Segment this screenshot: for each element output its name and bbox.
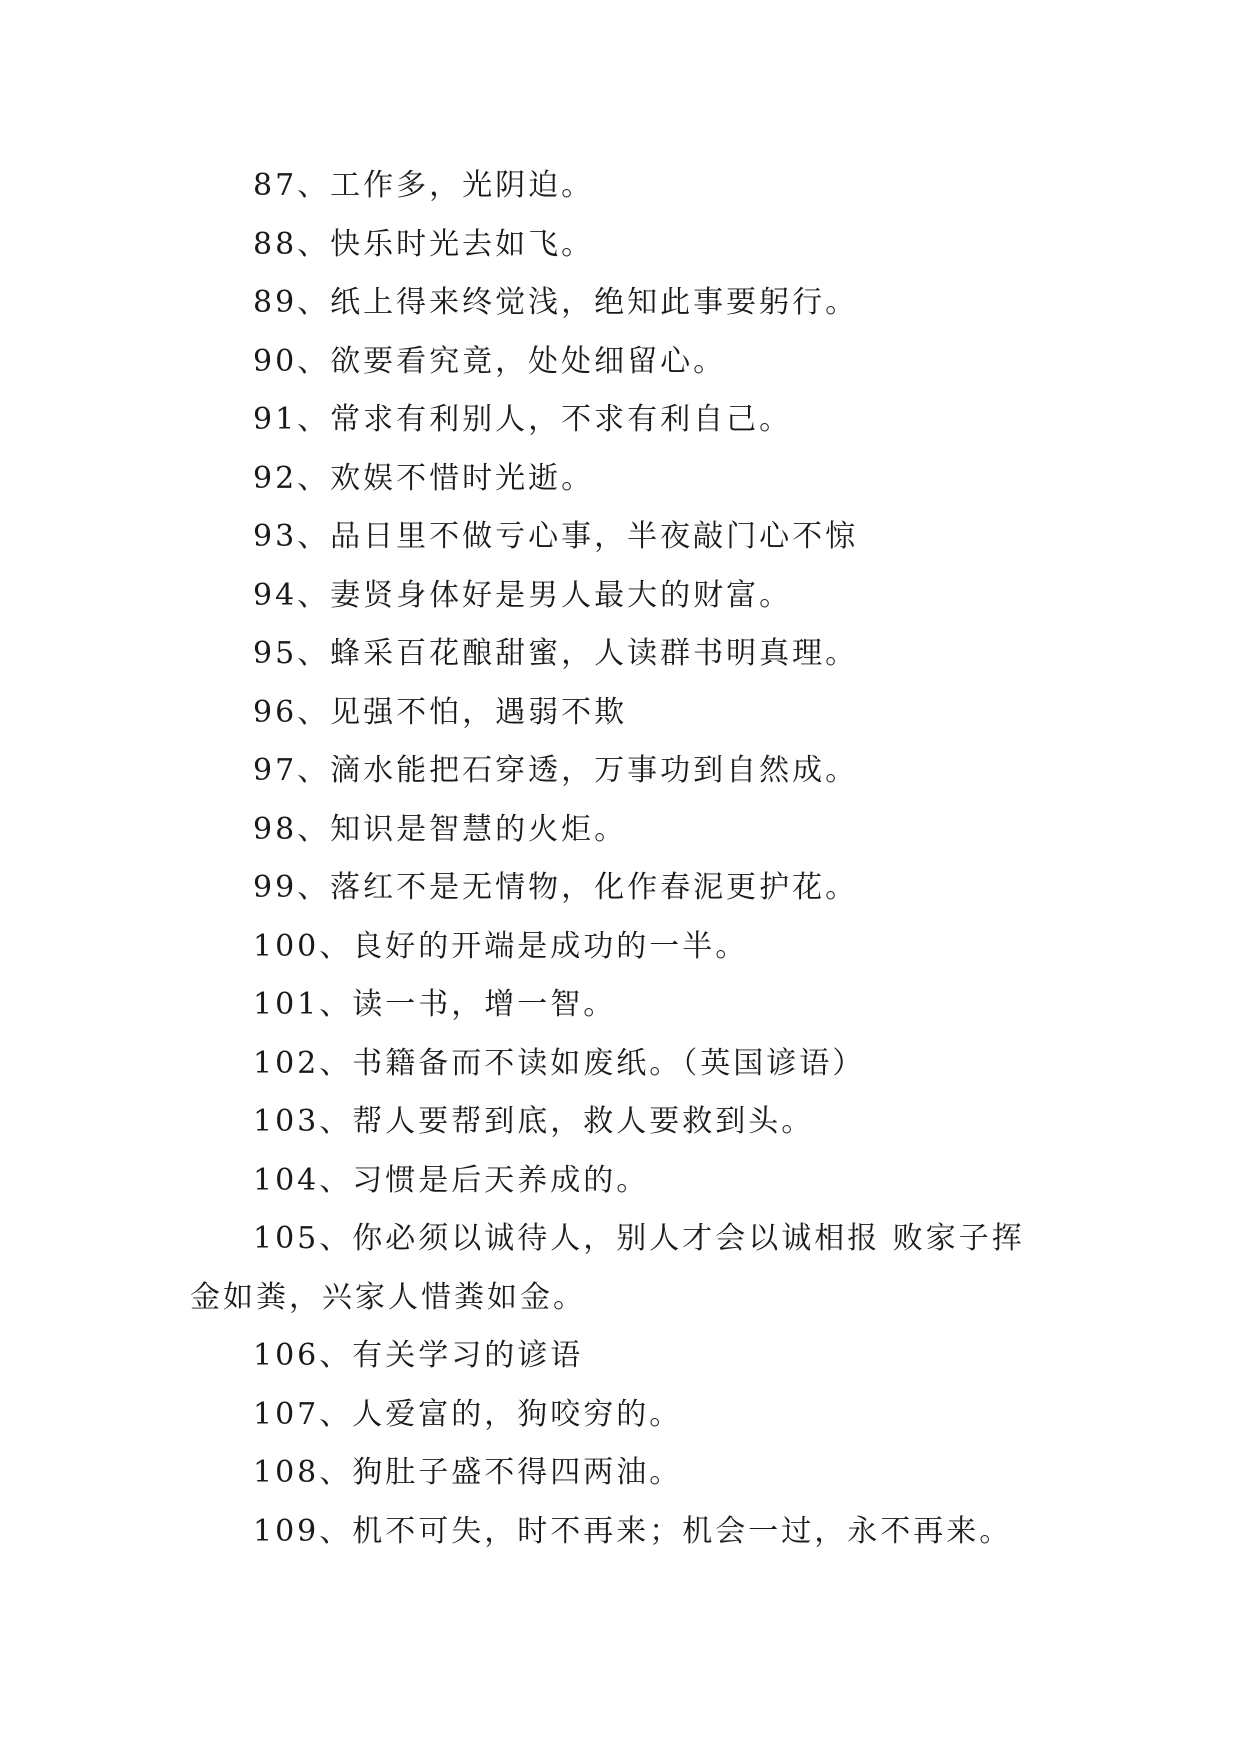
proverb-line: 108、狗肚子盛不得四两油。 <box>253 1455 683 1490</box>
proverb-line: 100、良好的开端是成功的一半。 <box>253 928 749 964</box>
proverb-line: 92、欢娱不惜时光逝。 <box>253 460 595 496</box>
proverb-line: 87、工作多，光阴迫。 <box>253 168 595 203</box>
proverb-line: 106、有关学习的谚语 <box>253 1338 584 1373</box>
proverb-line: 95、蜂采百花酿甜蜜，人读群书明真理。 <box>253 636 859 671</box>
proverb-line: 102、书籍备而不读如废纸。（英国谚语） <box>253 1045 866 1081</box>
proverb-line: 107、人爱富的，狗咬穷的。 <box>253 1396 683 1432</box>
proverb-line: 109、机不可失，时不再来；机会一过，永不再来。 <box>253 1513 1013 1549</box>
proverb-line: 101、读一书，增一智。 <box>253 987 617 1022</box>
proverb-paragraph: 105、你必须以诚待人，别人才会以诚相报 败家子挥金如粪，兴家人惜粪如金。 <box>190 1221 1025 1315</box>
proverb-line: 98、知识是智慧的火炬。 <box>253 811 628 847</box>
proverb-line: 103、帮人要帮到底，救人要救到头。 <box>253 1104 815 1139</box>
proverb-line: 91、常求有利别人，不求有利自己。 <box>253 402 793 437</box>
proverb-line: 88、快乐时光去如飞。 <box>253 226 595 262</box>
document-body <box>190 157 1050 1561</box>
proverb-line: 99、落红不是无情物，化作春泥更护花。 <box>253 870 859 905</box>
proverb-line: 93、品日里不做亏心事，半夜敲门心不惊 <box>253 519 859 554</box>
proverb-line: 97、滴水能把石穿透，万事功到自然成。 <box>253 753 859 788</box>
proverb-line: 90、欲要看究竟，处处细留心。 <box>253 343 727 379</box>
proverb-line: 89、纸上得来终觉浅，绝知此事要躬行。 <box>253 285 859 320</box>
proverb-line: 96、见强不怕，遇弱不欺 <box>253 694 628 730</box>
proverb-line: 104、习惯是后天养成的。 <box>253 1162 650 1198</box>
proverb-line: 94、妻贤身体好是男人最大的财富。 <box>253 577 793 613</box>
